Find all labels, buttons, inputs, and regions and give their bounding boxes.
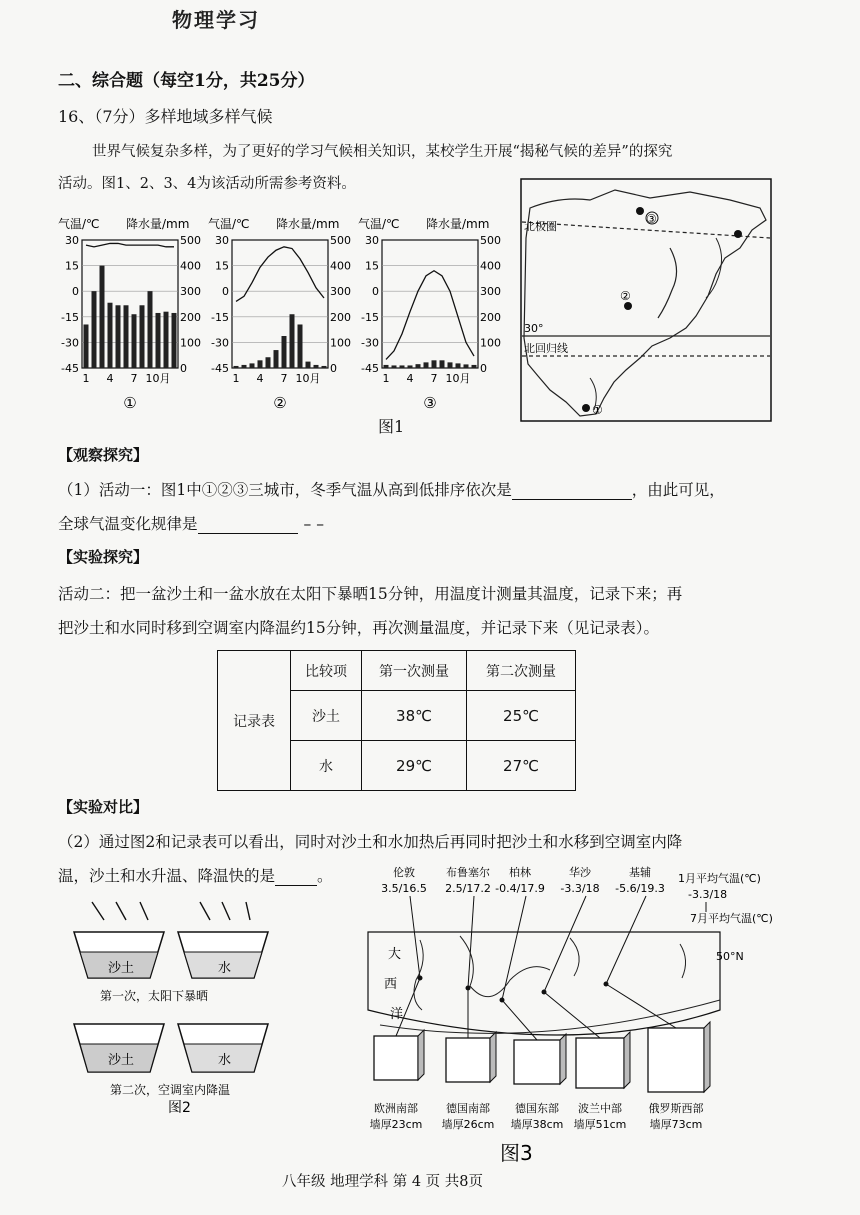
wall-block bbox=[374, 1036, 418, 1080]
temp-tick-label: -45 bbox=[61, 362, 79, 375]
wall-thickness: 墙厚73cm bbox=[649, 1118, 703, 1131]
precip-tick-label: 400 bbox=[330, 259, 351, 273]
precip-bar bbox=[100, 266, 105, 368]
city-name: 布鲁塞尔 bbox=[446, 866, 490, 879]
city-2-marker: ② bbox=[620, 289, 631, 303]
wall-region: 德国南部 bbox=[446, 1102, 490, 1115]
temp-tick-label: -15 bbox=[61, 310, 79, 324]
month-tick-label: 1 bbox=[232, 372, 240, 385]
temp-tick-label: -30 bbox=[61, 336, 79, 350]
city-temps: -3.3/18 bbox=[560, 882, 600, 895]
precip-bar bbox=[124, 305, 129, 368]
temp-tick-label: 15 bbox=[65, 259, 79, 273]
month-tick-label: 4 bbox=[256, 372, 264, 385]
axis-left-label: 气温/℃ bbox=[208, 217, 250, 231]
axis-right-label: 降水量/mm bbox=[426, 217, 490, 231]
experiment-line-1: 活动二：把一盆沙土和一盆水放在太阳下暴晒15分钟，用温度计测量其温度，记录下来；再 bbox=[58, 585, 683, 603]
sea-char-1: 大 bbox=[388, 947, 402, 962]
city-name: 华沙 bbox=[569, 866, 591, 879]
city-1-dot bbox=[582, 404, 590, 412]
wall-region: 欧洲南部 bbox=[374, 1102, 418, 1115]
precip-tick-label: 400 bbox=[180, 259, 201, 273]
city-temps: -5.6/19.3 bbox=[615, 882, 665, 895]
col-item: 比较项 bbox=[291, 651, 362, 691]
precip-bar bbox=[140, 305, 145, 368]
city-temps: 3.5/16.5 bbox=[381, 882, 427, 895]
precip-bar bbox=[314, 365, 319, 368]
temp-tick-label: 30 bbox=[365, 234, 379, 247]
temp-line bbox=[236, 247, 324, 302]
axis-left-label: 气温/℃ bbox=[358, 217, 400, 231]
month-tick-label: 10月 bbox=[145, 372, 171, 385]
col-second: 第二次测量 bbox=[467, 651, 576, 691]
q1-text-b: ，由此可见， bbox=[631, 481, 725, 499]
city-3-dot bbox=[636, 207, 644, 215]
wall-side bbox=[560, 1034, 566, 1084]
precip-tick-label: 200 bbox=[480, 310, 501, 324]
row-sand-item: 沙土 bbox=[291, 691, 362, 741]
row-water-second: 27℃ bbox=[467, 741, 576, 791]
precip-bar bbox=[456, 363, 461, 368]
row-water-first: 29℃ bbox=[362, 741, 467, 791]
temp-tick-label: -45 bbox=[361, 362, 379, 375]
plot-frame bbox=[382, 240, 478, 368]
precip-bar bbox=[448, 362, 453, 368]
temp-line bbox=[386, 271, 474, 360]
precip-tick-label: 100 bbox=[180, 336, 201, 350]
precip-tick-label: 300 bbox=[330, 285, 351, 299]
temp-tick-label: 30 bbox=[215, 234, 229, 247]
legend-bottom: 7月平均气温(℃) bbox=[690, 912, 773, 925]
temp-tick-label: -45 bbox=[211, 362, 229, 375]
precip-tick-label: 300 bbox=[180, 285, 201, 299]
chart-number-label: ③ bbox=[423, 394, 437, 412]
precip-bar bbox=[108, 303, 113, 368]
city-name: 基辅 bbox=[629, 866, 651, 879]
q1-answer-blank-2[interactable] bbox=[198, 515, 298, 534]
observe-heading: 【观察探究】 bbox=[58, 446, 149, 464]
question-title: 16、（7分）多样地域多样气候 bbox=[58, 107, 273, 126]
precip-bar bbox=[306, 362, 311, 368]
precip-tick-label: 0 bbox=[180, 362, 187, 375]
precip-tick-label: 500 bbox=[480, 234, 501, 247]
precip-bar bbox=[416, 364, 421, 368]
figure2-caption-second: 第二次，空调室内降温 bbox=[110, 1083, 231, 1097]
temp-tick-label: 30 bbox=[65, 234, 79, 247]
precip-bar bbox=[156, 313, 161, 368]
temp-tick-label: -15 bbox=[211, 310, 229, 324]
precip-tick-label: 0 bbox=[330, 362, 337, 375]
temp-line bbox=[86, 243, 174, 246]
temp-tick-label: -30 bbox=[361, 336, 379, 350]
q1-line bbox=[58, 478, 725, 500]
leader-line bbox=[410, 896, 420, 978]
wall-side bbox=[704, 1022, 710, 1092]
precip-bar bbox=[424, 362, 429, 368]
row-sand-second: 25℃ bbox=[467, 691, 576, 741]
arctic-circle-label: 北极圈 bbox=[524, 220, 557, 233]
precip-bar bbox=[392, 365, 397, 368]
experiment-heading: 【实验探究】 bbox=[58, 548, 149, 566]
figure1-caption: 图1 bbox=[378, 417, 405, 436]
temp-tick-label: -15 bbox=[361, 310, 379, 324]
precip-bar bbox=[322, 366, 327, 368]
figure2-diagram bbox=[70, 896, 270, 1126]
axis-right-label: 降水量/mm bbox=[276, 217, 340, 231]
wall-block bbox=[446, 1038, 490, 1082]
wall-region: 波兰中部 bbox=[578, 1102, 622, 1115]
row-sand-first: 38℃ bbox=[362, 691, 467, 741]
temp-tick-label: 0 bbox=[372, 285, 379, 299]
precip-bar bbox=[164, 312, 169, 368]
compare-line-1: （2）通过图2和记录表可以看出，同时对沙土和水加热后再同时把沙土和水移到空调室内降 bbox=[58, 833, 683, 851]
section-title: 二、综合题（每空1分，共25分） bbox=[58, 71, 315, 91]
precip-bar bbox=[440, 360, 445, 368]
compare-heading: 【实验对比】 bbox=[58, 798, 149, 816]
climate-chart-3 bbox=[358, 216, 501, 412]
city-temps: 2.5/17.2 bbox=[445, 882, 491, 895]
precip-bar bbox=[172, 313, 177, 368]
climate-charts bbox=[58, 210, 518, 440]
chart-number-label: ② bbox=[273, 394, 287, 412]
city-name: 柏林 bbox=[509, 866, 531, 879]
wall-thickness: 墙厚23cm bbox=[369, 1118, 423, 1131]
precip-tick-label: 0 bbox=[480, 362, 487, 375]
precip-bar bbox=[266, 357, 271, 368]
precip-bar bbox=[250, 363, 255, 368]
wall-thickness: 墙厚51cm bbox=[573, 1118, 627, 1131]
precip-bar bbox=[472, 365, 477, 368]
precip-tick-label: 100 bbox=[480, 336, 501, 350]
climate-chart-2 bbox=[208, 216, 351, 412]
axis-right-label: 降水量/mm bbox=[126, 217, 190, 231]
row-water-item: 水 bbox=[291, 741, 362, 791]
precip-bar bbox=[84, 324, 89, 368]
precip-bar bbox=[274, 350, 279, 368]
q1-tail: – – bbox=[303, 515, 324, 533]
temp-tick-label: 0 bbox=[222, 285, 229, 299]
month-tick-label: 7 bbox=[130, 372, 138, 385]
precip-bar bbox=[298, 324, 303, 368]
precip-tick-label: 200 bbox=[180, 310, 201, 324]
city-name: 伦敦 bbox=[393, 866, 415, 879]
precip-bar bbox=[242, 365, 247, 368]
precip-bar bbox=[290, 314, 295, 368]
temp-tick-label: 0 bbox=[72, 285, 79, 299]
month-tick-label: 1 bbox=[82, 372, 90, 385]
month-tick-label: 4 bbox=[106, 372, 114, 385]
wall-thickness: 墙厚26cm bbox=[441, 1118, 495, 1131]
precip-bar bbox=[92, 291, 97, 368]
compare-text: 温，沙土和水升温、降温快的是 bbox=[58, 867, 276, 885]
tropic-label: 北回归线 bbox=[524, 342, 568, 355]
q2-answer-blank[interactable] bbox=[275, 867, 317, 886]
month-tick-label: 10月 bbox=[295, 372, 321, 385]
precip-bar bbox=[148, 291, 153, 368]
wall-side bbox=[490, 1032, 496, 1082]
precip-bar bbox=[432, 360, 437, 368]
sea-char-2: 西 bbox=[384, 977, 398, 992]
chart-number-label: ① bbox=[123, 394, 137, 412]
month-tick-label: 10月 bbox=[445, 372, 471, 385]
precip-tick-label: 500 bbox=[180, 234, 201, 247]
precip-tick-label: 200 bbox=[330, 310, 351, 324]
city-temps: -0.4/17.9 bbox=[495, 882, 545, 895]
wall-block bbox=[648, 1028, 704, 1092]
leader-line bbox=[606, 896, 646, 984]
precip-bar bbox=[400, 365, 405, 368]
record-table bbox=[217, 650, 576, 791]
precip-tick-label: 300 bbox=[480, 285, 501, 299]
record-table-header: 记录表 bbox=[218, 651, 291, 791]
header-scrap-text: 物理学习 bbox=[172, 8, 260, 32]
plot-frame bbox=[232, 240, 328, 368]
temp-tick-label: 15 bbox=[365, 259, 379, 273]
month-tick-label: 4 bbox=[406, 372, 414, 385]
figure3-diagram bbox=[360, 860, 820, 1166]
col-first: 第一次测量 bbox=[362, 651, 467, 691]
water-label-1: 水 bbox=[218, 961, 232, 976]
experiment-line-2: 把沙土和水同时移到空调室内降温约15分钟，再次测量温度，并记录下来（见记录表）。 bbox=[58, 619, 659, 637]
precip-bar bbox=[408, 365, 413, 368]
sea-char-3: 洋 bbox=[390, 1007, 404, 1022]
month-tick-label: 7 bbox=[280, 372, 288, 385]
sand-label-2: 沙土 bbox=[108, 1053, 135, 1068]
page-footer: 八年级 地理学科 第 4 页 共8页 bbox=[282, 1174, 483, 1190]
legend-top: 1月平均气温(℃) bbox=[678, 872, 761, 885]
lat30-label: 30° bbox=[524, 322, 544, 335]
precip-bar bbox=[384, 365, 389, 368]
precip-bar bbox=[258, 360, 263, 368]
precip-bar bbox=[282, 336, 287, 368]
city-3-marker: ③ bbox=[646, 212, 657, 226]
q1-text-c: 全球气温变化规律是 bbox=[58, 515, 198, 533]
city-1-marker: ① bbox=[592, 403, 603, 417]
axis-left-label: 气温/℃ bbox=[58, 217, 100, 231]
legend-sample: -3.3/18 bbox=[688, 888, 728, 901]
compare-end: 。 bbox=[317, 867, 333, 885]
precip-tick-label: 500 bbox=[330, 234, 351, 247]
wall-block bbox=[514, 1040, 560, 1084]
precip-bar bbox=[464, 364, 469, 368]
wall-region: 德国东部 bbox=[515, 1102, 559, 1115]
month-tick-label: 7 bbox=[430, 372, 438, 385]
wall-leader bbox=[606, 984, 676, 1028]
precip-tick-label: 400 bbox=[480, 259, 501, 273]
wall-block bbox=[576, 1038, 624, 1088]
water-label-2: 水 bbox=[218, 1053, 232, 1068]
wall-side bbox=[624, 1032, 630, 1088]
sand-label-1: 沙土 bbox=[108, 961, 135, 976]
intro-line-2: 活动。图1、2、3、4为该活动所需参考资料。 bbox=[58, 176, 356, 192]
compare-line-2 bbox=[58, 864, 333, 886]
q1-answer-blank-1[interactable] bbox=[512, 481, 632, 500]
precip-tick-label: 100 bbox=[330, 336, 351, 350]
leader-line bbox=[544, 896, 586, 992]
precip-bar bbox=[116, 305, 121, 368]
intro-line-1: 世界气候复杂多样，为了更好的学习气候相关知识，某校学生开展“揭秘气候的差异”的探究 bbox=[92, 144, 673, 160]
precip-bar bbox=[132, 314, 137, 368]
q1-text-a: （1）活动一：图1中①②③三城市，冬季气温从高到低排序依次是 bbox=[58, 481, 512, 499]
wall-region: 俄罗斯西部 bbox=[648, 1102, 704, 1115]
temp-tick-label: -30 bbox=[211, 336, 229, 350]
city-2-dot bbox=[624, 302, 632, 310]
figure3-caption: 图3 bbox=[500, 1141, 533, 1165]
precip-bar bbox=[234, 366, 239, 368]
figure2-caption: 图2 bbox=[168, 1100, 191, 1116]
lat-label: 50°N bbox=[716, 950, 744, 963]
q1-line-2 bbox=[58, 512, 324, 534]
figure2-caption-first: 第一次，太阳下暴晒 bbox=[100, 989, 209, 1003]
wall-thickness: 墙厚38cm bbox=[510, 1118, 564, 1131]
climate-chart-1 bbox=[58, 216, 201, 412]
asia-map bbox=[520, 178, 772, 422]
leader-line bbox=[502, 896, 526, 1000]
month-tick-label: 1 bbox=[382, 372, 390, 385]
wall-side bbox=[418, 1030, 424, 1080]
temp-tick-label: 15 bbox=[215, 259, 229, 273]
